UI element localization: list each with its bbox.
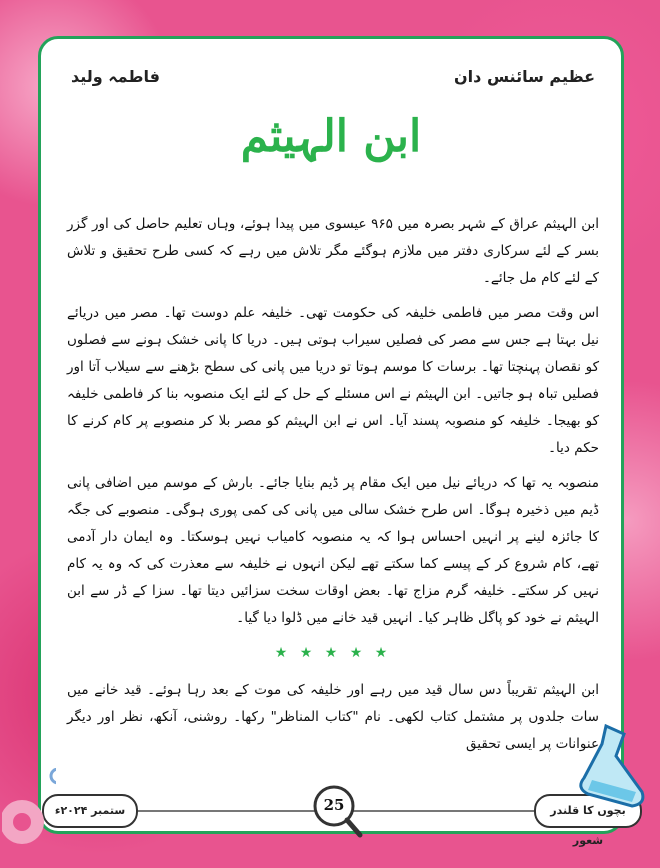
page-number-badge [308, 784, 368, 844]
paragraph: منصوبہ یہ تھا کہ دریائے نیل میں ایک مقام پر ڈیم بنایا جائے۔ بارش کے موسم میں اضافی پانی ڈیم میں ذخیرہ ہوگا۔ اس طرح خشک سالی میں پانی کی کمی پوری ہوگی۔ منصوبے کی جگہ کا جائزہ لینے پر انہیں احساس ہوا کہ یہ منصوبہ کامیاب نہیں ہوسکتا۔ وہ ایمان دار آدمی تھے، کام شروع کر کے پیسے کما سکتے تھے لیکن انہوں نے خلیفہ سے معذرت کی کہ وہ یہ کام نہیں کر سکتے۔ خلیفہ گرم مزاج تھا۔ بعض اوقات سخت سزائیں دیتا تھا۔ سزا کے ڈر سے ابن الہیثم نے خود کو پاگل ظاہر کیا۔ انہیں قید خانے میں ڈلوا دیا گیا۔ [67, 475, 599, 626]
article-title: ابن الہیثم [240, 111, 422, 162]
paragraph: ابن الہیثم تقریباً دس سال قید میں رہے اور خلیفہ کی موت کے بعد رہا ہوئے۔ قید خانے میں سات جلدوں پر مشتمل کتاب لکھی۔ نام "کتاب المناظر" رکھا۔ روشنی، آنکھ، نظر اور دیگر عنوانات پر ایسی تحقیق [67, 682, 599, 752]
magnifier-icon [308, 784, 368, 844]
author-name: فاطمہ ولید [71, 67, 160, 86]
page-frame [38, 36, 624, 834]
paragraph: ابن الہیثم عراق کے شہر بصرہ میں ۹۶۵ عیسوی میں پیدا ہوئے، وہاں تعلیم حاصل کی اور گزر بسر کے لئے سرکاری دفتر میں ملازم ہوگئے مگر تلاش میں رہے کہ کسی طرح تحقیق و تلاش کے لئے کام مل جائے۔ [67, 216, 599, 286]
star-separator: ★ ★ ★ ★ ★ [274, 645, 392, 661]
gear-icon [2, 768, 56, 848]
issue-date-badge: ستمبر ۲۰۲۴ء [42, 794, 138, 828]
flask-icon [566, 722, 656, 812]
article-category: عظیم سائنس دان [454, 67, 595, 86]
article-body [67, 211, 599, 766]
magazine-name-badge: بچوں کا قلندر شعور [534, 794, 642, 828]
paragraph: اس وقت مصر میں فاطمی خلیفہ کی حکومت تھی۔ خلیفہ علم دوست تھا۔ مصر میں دریائے نیل بہتا ہے جس سے مصر کی فصلیں سیراب ہوتی ہیں۔ دریا کا پانی خشک ہونے سے فصلوں کو نقصان پہنچتا تھا۔ برسات کا موسم ہوتا تو دریا میں پانی کی سطح بڑھنے سے سیلاب آتا اور فصلیں تباہ ہو جاتیں۔ ابن الہیثم نے اس مسئلے کے حل کے لئے ایک منصوبہ بنا کر فاطمی خلیفہ کو بھیجا۔ خلیفہ کو منصوبہ پسند آیا۔ اس نے ابن الہیثم کو مصر بلا کر منصوبے پر کام کرنے کا حکم دیا۔ [67, 305, 599, 456]
page-number: 25 [323, 796, 345, 814]
